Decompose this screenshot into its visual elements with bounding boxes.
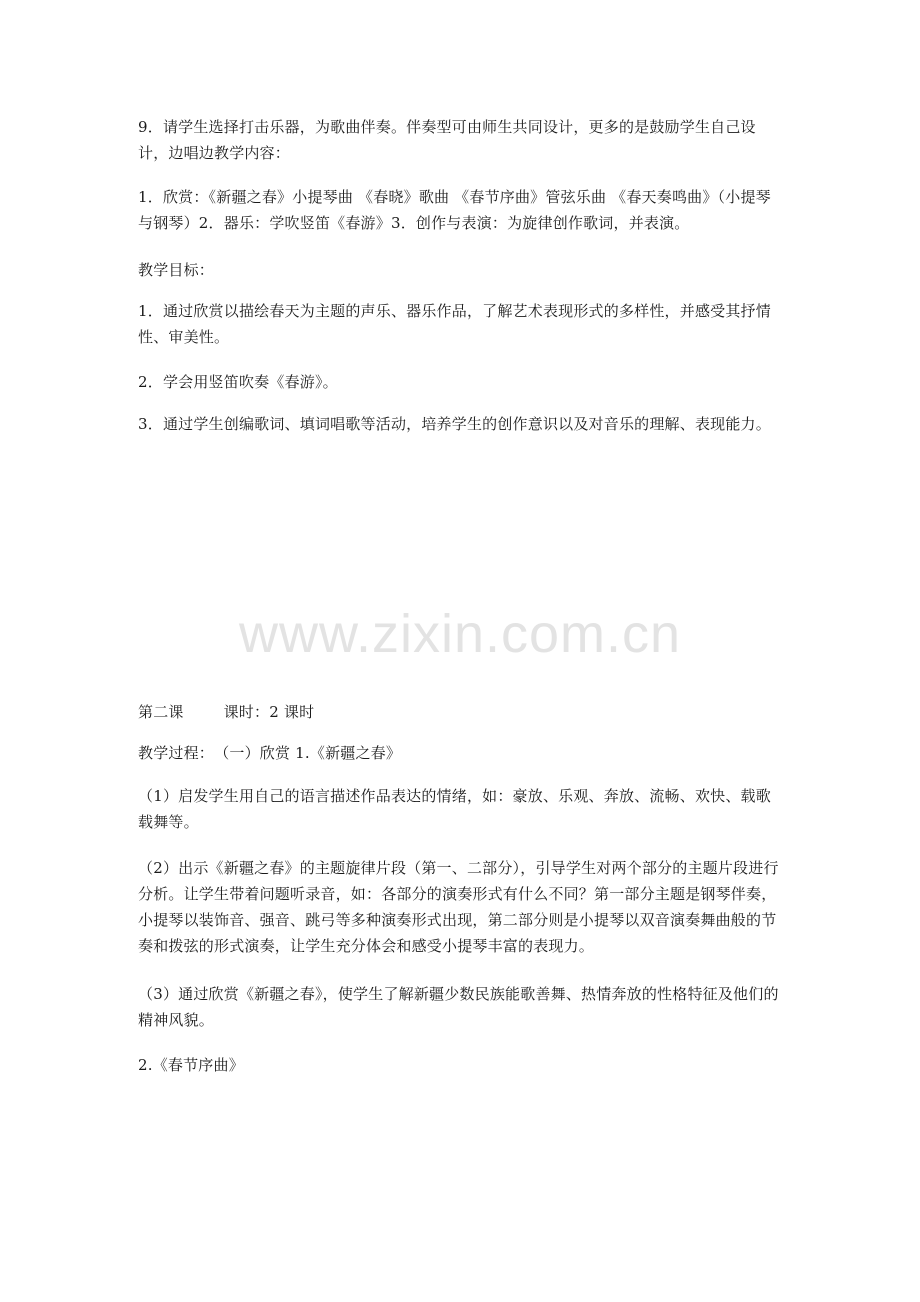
lesson-header [138, 699, 786, 725]
watermark: www.zixin.com.cn [238, 604, 682, 664]
paragraph-goal-1: 1．通过欣赏以描绘春天为主题的声乐、器乐作品，了解艺术表现形式的多样性，并感受其抒情性、审美性。 [138, 302, 771, 346]
paragraph-goal-2: 2．学会用竖笛吹奏《春游》。 [138, 373, 338, 391]
paragraph-percussion-accompaniment: 9．请学生选择打击乐器，为歌曲伴奏。伴奏型可由师生共同设计，更多的是鼓励学生自己设计，边唱边教学内容： [138, 118, 756, 162]
paragraph-spring-festival-overture: 2.《春节序曲》 [138, 1056, 244, 1074]
lesson-hours: 课时：2 课时 [223, 703, 315, 721]
lesson-label: 第二课 [138, 703, 184, 721]
paragraph-teaching-process: 教学过程： （一）欣赏 1.《新疆之春》 [138, 744, 402, 762]
paragraph-step-2: （2）出示《新疆之春》的主题旋律片段（第一、二部分），引导学生对两个部分的主题片段进行分析。让学生带着问题听录音，如：各部分的演奏形式有什么不同？第一部分主题是钢琴伴奏，小提琴以装饰音、强音、跳弓等多种演奏形式出现，第二部分则是小提琴以双音演奏舞曲般的节奏和拨弦的形式演奏，让学生充分体会和感受小提琴丰富的表现力。 [138, 859, 779, 955]
paragraph-content-list: 1．欣赏：《新疆之春》小提琴曲 《春晓》歌曲 《春节序曲》管弦乐曲 《春天奏鸣曲》（小提琴与钢琴）2．器乐：学吹竖笛《春游》3．创作与表演：为旋律创作歌词，并表演。 [138, 188, 771, 232]
heading-teaching-goals: 教学目标： [138, 261, 215, 279]
paragraph-step-1: （1）启发学生用自己的语言描述作品表达的情绪，如：豪放、乐观、奔放、流畅、欢快、载歌载舞等。 [138, 787, 771, 831]
paragraph-goal-3: 3．通过学生创编歌词、填词唱歌等活动，培养学生的创作意识以及对音乐的理解、表现能力。 [138, 415, 771, 433]
paragraph-step-3: （3）通过欣赏《新疆之春》，使学生了解新疆少数民族能歌善舞、热情奔放的性格特征及他们的精神风貌。 [138, 985, 779, 1029]
